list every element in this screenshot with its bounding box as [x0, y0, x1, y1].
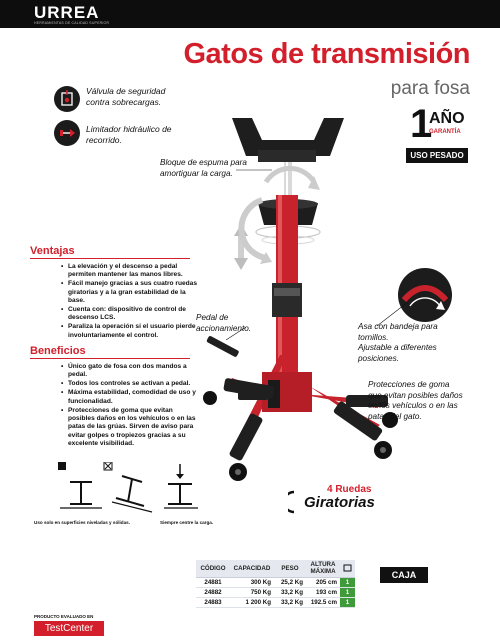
- col-max-height: ALTURA MÁXIMA: [306, 560, 340, 577]
- feature-hydraulic-limiter: Limitador hidráulico de recorrido.: [86, 124, 172, 145]
- col-weight: PESO: [274, 560, 306, 577]
- page-title: Gatos de transmisión: [183, 38, 470, 70]
- table-header-row: [196, 560, 355, 577]
- list-item: • Único gato de fosa con dos mandos a pedal.: [60, 363, 210, 380]
- allowed-marker-icon: [58, 462, 66, 470]
- feature-safety-valve: Válvula de seguridad contra sobrecargas.: [86, 86, 166, 107]
- usage-caption-left: Uso solo en superficies niveladas y sólidas.: [34, 520, 130, 525]
- wheel-icon: [288, 490, 302, 514]
- brand-logo: URREA: [34, 3, 100, 22]
- table-row: 24883 1 200 Kg 33,2 Kg 192.5 cm 1: [196, 597, 355, 607]
- table-row: 24882 750 Kg 33,2 Kg 193 cm 1: [196, 587, 355, 597]
- col-capacity: CAPACIDAD: [230, 560, 274, 577]
- list-item: • Máxima estabilidad, comodidad de uso y funcionalidad.: [60, 389, 210, 406]
- center-load-icon: [160, 462, 210, 522]
- list-item: • Protecciones de goma que evitan posibles daños en los vehículos o en las patas de las grúas. Sirven de aviso para evitar golpes o tropiezos gracias a su excelente visibilidad.: [60, 407, 210, 449]
- beneficios-title: Beneficios: [30, 345, 86, 357]
- callout-foam-block: Bloque de espuma para amortiguar la carga.: [160, 158, 247, 178]
- warranty-number: 1: [410, 102, 433, 146]
- box-label: CAJA: [380, 567, 428, 583]
- table-row: 24881 300 Kg 25,2 Kg 205 cm 1: [196, 577, 355, 587]
- certification-label: PRODUCTO EVALUADO EN: [34, 614, 94, 619]
- page-subtitle: para fosa: [390, 78, 470, 99]
- heavy-use-badge: USO PESADO: [406, 148, 468, 163]
- wheels-count: 4 Ruedas: [327, 484, 372, 495]
- testcenter-logo: TestCenter: [34, 621, 104, 636]
- list-item: • Todos los controles se activan a pedal.: [60, 380, 210, 388]
- list-item: • Fácil manejo gracias a sus cuatro ruedas giratorias y a la gran estabilidad de la base.: [60, 280, 210, 305]
- warranty-unit: AÑO: [429, 110, 465, 127]
- ventajas-title: Ventajas: [30, 245, 75, 257]
- list-item: • La elevación y el descenso a pedal permiten mantener las manos libres.: [60, 263, 210, 280]
- ventajas-list: [60, 263, 210, 341]
- col-code: CÓDIGO: [196, 560, 230, 577]
- list-item: • Cuenta con: dispositivo de control de descenso LCS.: [60, 306, 210, 323]
- callout-handle-tray: Asa con bandeja para tornillos. Ajustable a diferentes posiciones.: [358, 322, 438, 363]
- callout-pedal: Pedal de accionamiento.: [196, 313, 252, 333]
- ventajas-divider: [30, 258, 190, 259]
- list-item: • Paraliza la operación si el usuario pierde involuntariamente el control.: [60, 323, 210, 340]
- usage-caption-right: Siempre centre la carga.: [160, 520, 214, 525]
- beneficios-divider: [30, 358, 190, 359]
- beneficios-list: [60, 363, 210, 449]
- box-icon: [343, 563, 352, 572]
- callout-rubber-protection: Protecciones de goma que evitan posibles daños en los vehículos o en las patas del gato.: [368, 380, 463, 421]
- brand-tagline: HERRAMIENTAS DE CALIDAD SUPERIOR: [34, 21, 110, 25]
- wheels-type: Giratorias: [304, 494, 375, 511]
- warranty-label: GARANTÍA: [429, 129, 461, 135]
- col-box: [340, 560, 355, 577]
- specs-table: [196, 560, 355, 608]
